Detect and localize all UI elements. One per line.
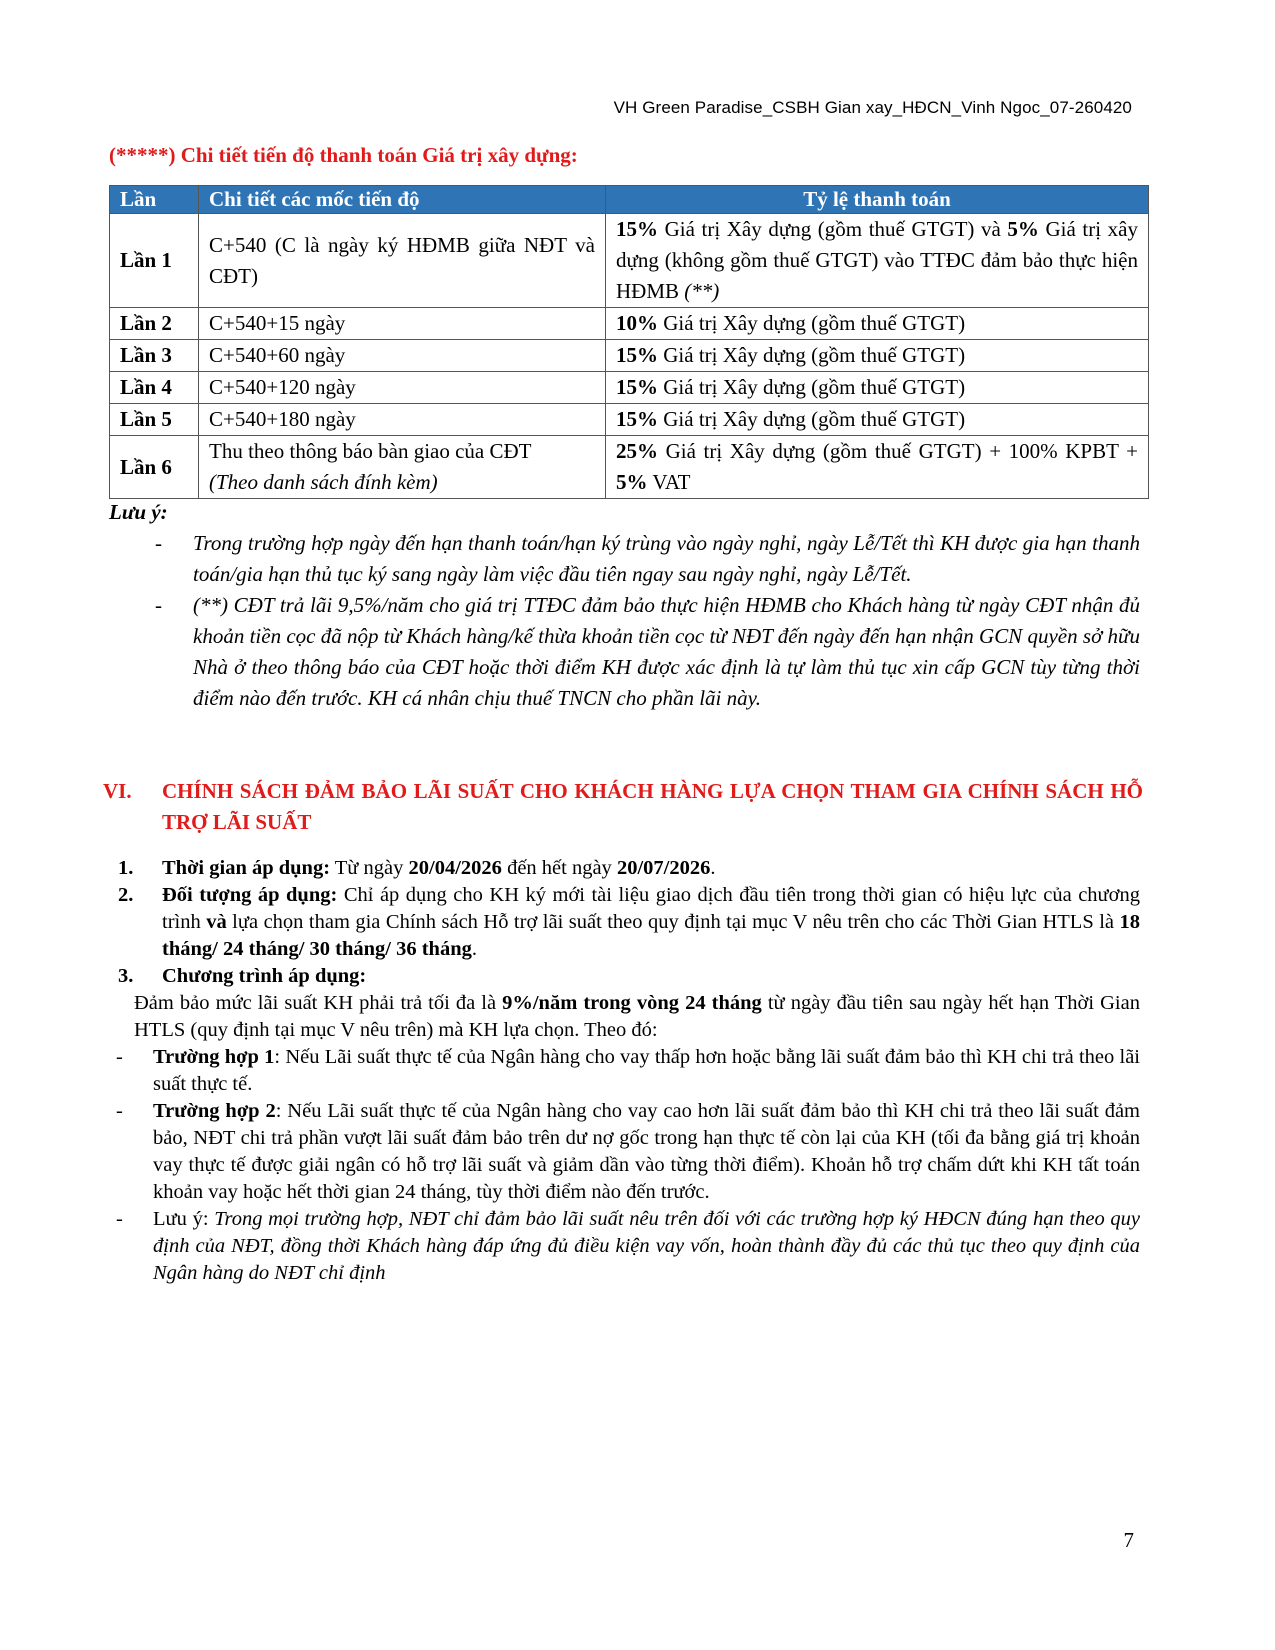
note-text: Trong trường hợp ngày đến hạn thanh toán/hạn ký trùng vào ngày nghỉ, ngày Lễ/Tết thì KH được gia hạn thanh toán/gia hạn thủ tục ký sang ngày làm việc đầu tiên ngay sau ngày nghỉ, ngày Lễ/Tết. xyxy=(193,531,1140,586)
section-heading-text: CHÍNH SÁCH ĐẢM BẢO LÃI SUẤT CHO KHÁCH HÀNG LỰA CHỌN THAM GIA CHÍNH SÁCH HỖ TRỢ LÃI SUẤT xyxy=(162,779,1143,834)
date-end: 20/07/2026 xyxy=(616,857,711,879)
list-item xyxy=(155,528,1140,590)
header-rate: Tỷ lệ thanh toán xyxy=(606,186,1149,214)
bullet-dash: - xyxy=(155,593,162,617)
item-text: lựa chọn tham gia Chính sách Hỗ trợ lãi suất theo quy định tại mục V nêu trên cho các Thời Gian HTLS là xyxy=(226,911,1120,933)
item-number: 2. xyxy=(118,884,134,906)
list-item xyxy=(109,1206,1140,1287)
row-lan: Lần 4 xyxy=(110,372,199,404)
header-lan: Lần xyxy=(110,186,199,214)
row-lan: Lần 5 xyxy=(110,404,199,436)
rate-text: VAT xyxy=(647,470,691,494)
row-rate xyxy=(606,340,1149,372)
row-detail xyxy=(199,436,606,499)
detail-note: (Theo danh sách đính kèm) xyxy=(209,470,438,494)
item-number: 1. xyxy=(118,857,134,879)
rate-text: Giá trị Xây dựng (gồm thuế GTGT) xyxy=(658,343,966,367)
document-header: VH Green Paradise_CSBH Gian xay_HĐCN_Vinh Ngoc_07-260420 xyxy=(613,98,1132,117)
note-label: Lưu ý: xyxy=(153,1208,215,1230)
section-number: VI. xyxy=(103,779,132,803)
section-vi-body xyxy=(109,855,1140,1287)
pct: 15% xyxy=(616,375,658,399)
row-lan: Lần 2 xyxy=(110,308,199,340)
page-number: 7 xyxy=(1123,1528,1134,1552)
table-row xyxy=(110,340,1149,372)
item-label: Chương trình áp dụng: xyxy=(162,965,367,987)
rate-text: Giá trị Xây dựng (gồm thuế GTGT) + 100% KPBT + xyxy=(658,439,1138,463)
row-rate xyxy=(606,214,1149,308)
case-label: Trường hợp 1 xyxy=(153,1046,275,1068)
table-header-row xyxy=(110,186,1149,214)
payment-schedule-table xyxy=(109,185,1149,499)
para-text: Đảm bảo mức lãi suất KH phải trả tối đa là xyxy=(134,992,503,1014)
pct: 15% xyxy=(616,343,658,367)
rate-text: Giá trị Xây dựng (gồm thuế GTGT) xyxy=(658,407,966,431)
item-text: Chỉ áp dụng cho KH ký mới tài liệu giao dịch đầu tiên trong thời gian có hiệu lực của chương trình xyxy=(162,884,1141,933)
bullet-dash: - xyxy=(116,1208,123,1230)
item-bold: và xyxy=(206,911,227,933)
case-text: : Nếu Lãi suất thực tế của Ngân hàng cho vay thấp hơn hoặc bằng lãi suất đảm bảo thì KH chi trả theo lãi suất thực tế. xyxy=(153,1046,1140,1095)
table-row xyxy=(110,372,1149,404)
bullet-dash: - xyxy=(155,531,162,555)
table-row xyxy=(110,214,1149,308)
case-text: : Nếu Lãi suất thực tế của Ngân hàng cho vay cao hơn lãi suất đảm bảo thì KH chi trả theo lãi suất đảm bảo, NĐT chi trả phần vượt lãi suất đảm bảo trên dư nợ gốc trong hạn thực tế còn lại của KH (tối đa bằng giá trị khoản vay thực tế được giải ngân có hỗ trợ lãi suất và giảm dần vào từng thời điểm). Khoản hỗ trợ chấm dứt khi KH tất toán khoản vay hoặc hết thời gian 24 tháng, tùy thời điểm nào đến trước. xyxy=(153,1100,1140,1203)
note-title: Lưu ý: xyxy=(109,500,168,524)
item-text: . xyxy=(710,857,716,879)
table-row xyxy=(110,308,1149,340)
note-text: (**) CĐT trả lãi 9,5%/năm cho giá trị TTĐC đảm bảo thực hiện HĐMB cho Khách hàng từ ngày CĐT nhận đủ khoản tiền cọc đã nộp từ Khách hàng/kế thừa khoản tiền cọc từ NĐT đến ngày đến hạn nhận GCN quyền sở hữu Nhà ở theo thông báo của CĐT hoặc thời điểm KH được xác định là tự làm thủ tục xin cấp GCN tùy từng thời điểm nào đến trước. KH cá nhân chịu thuế TNCN cho phần lãi này. xyxy=(193,593,1140,710)
row-rate xyxy=(606,372,1149,404)
row-lan: Lần 3 xyxy=(110,340,199,372)
pct: 5% xyxy=(616,470,648,494)
rate-text: Giá trị xây dựng (không gồm thuế GTGT) vào TTĐC đảm bảo thực hiện HĐMB xyxy=(616,217,1138,303)
rate-text: Giá trị Xây dựng (gồm thuế GTGT) xyxy=(658,311,966,335)
row-detail: C+540+60 ngày xyxy=(199,340,606,372)
pct: 25% xyxy=(616,439,658,463)
note-text: Trong mọi trường hợp, NĐT chỉ đảm bảo lãi suất nêu trên đối với các trường hợp ký HĐCN đúng hạn theo quy định của NĐT, đồng thời Khách hàng đáp ứng đủ điều kiện vay vốn, hoàn thành đầy đủ các thủ tục theo quy định của Ngân hàng do NĐT chỉ định xyxy=(153,1208,1140,1284)
list-item xyxy=(109,963,1140,990)
item-label: Đối tượng áp dụng: xyxy=(162,884,338,906)
notes-list xyxy=(155,528,1140,714)
list-item xyxy=(109,882,1140,963)
header-detail: Chi tiết các mốc tiến độ xyxy=(199,186,606,214)
section-title: (*****) Chi tiết tiến độ thanh toán Giá trị xây dựng: xyxy=(109,143,578,167)
rate-text: Giá trị Xây dựng (gồm thuế GTGT) và xyxy=(658,217,1008,241)
pct: 10% xyxy=(616,311,658,335)
list-item xyxy=(109,1098,1140,1206)
item-number: 3. xyxy=(118,965,134,987)
item-text: Từ ngày xyxy=(330,857,409,879)
row-detail: C+540 (C là ngày ký HĐMB giữa NĐT và CĐT) xyxy=(199,214,606,308)
row-rate xyxy=(606,308,1149,340)
row-detail: C+540+15 ngày xyxy=(199,308,606,340)
date-start: 20/04/2026 xyxy=(408,857,502,879)
list-item xyxy=(109,855,1140,882)
row-lan: Lần 1 xyxy=(110,214,199,308)
list-item xyxy=(109,1044,1140,1098)
list-item xyxy=(155,590,1140,714)
detail-text: Thu theo thông báo bàn giao của CĐT xyxy=(209,439,532,463)
table-row xyxy=(110,404,1149,436)
bullet-dash: - xyxy=(116,1100,123,1122)
program-paragraph xyxy=(134,990,1140,1044)
item-label: Thời gian áp dụng: xyxy=(162,857,331,879)
para-text: từ ngày đầu tiên sau ngày hết hạn Thời Gian HTLS (quy định tại mục V nêu trên) mà KH lựa chọn. Theo đó: xyxy=(134,992,1140,1041)
row-lan: Lần 6 xyxy=(110,436,199,499)
rate-note: (**) xyxy=(684,279,720,303)
row-detail: C+540+120 ngày xyxy=(199,372,606,404)
bullet-dash: - xyxy=(116,1046,123,1068)
case-label: Trường hợp 2 xyxy=(153,1100,276,1122)
section-vi-heading xyxy=(103,776,1143,838)
pct: 15% xyxy=(616,217,658,241)
para-bold: 9%/năm trong vòng 24 tháng xyxy=(502,992,762,1014)
row-rate xyxy=(606,436,1149,499)
rate-text: Giá trị Xây dựng (gồm thuế GTGT) xyxy=(658,375,966,399)
pct: 5% xyxy=(1007,217,1039,241)
row-rate xyxy=(606,404,1149,436)
row-detail: C+540+180 ngày xyxy=(199,404,606,436)
item-bold: 18 tháng/ 24 tháng/ 30 tháng/ 36 tháng xyxy=(162,911,1140,960)
pct: 15% xyxy=(616,407,658,431)
table-row xyxy=(110,436,1149,499)
item-text: đến hết ngày xyxy=(501,857,617,879)
item-text: . xyxy=(471,938,477,960)
